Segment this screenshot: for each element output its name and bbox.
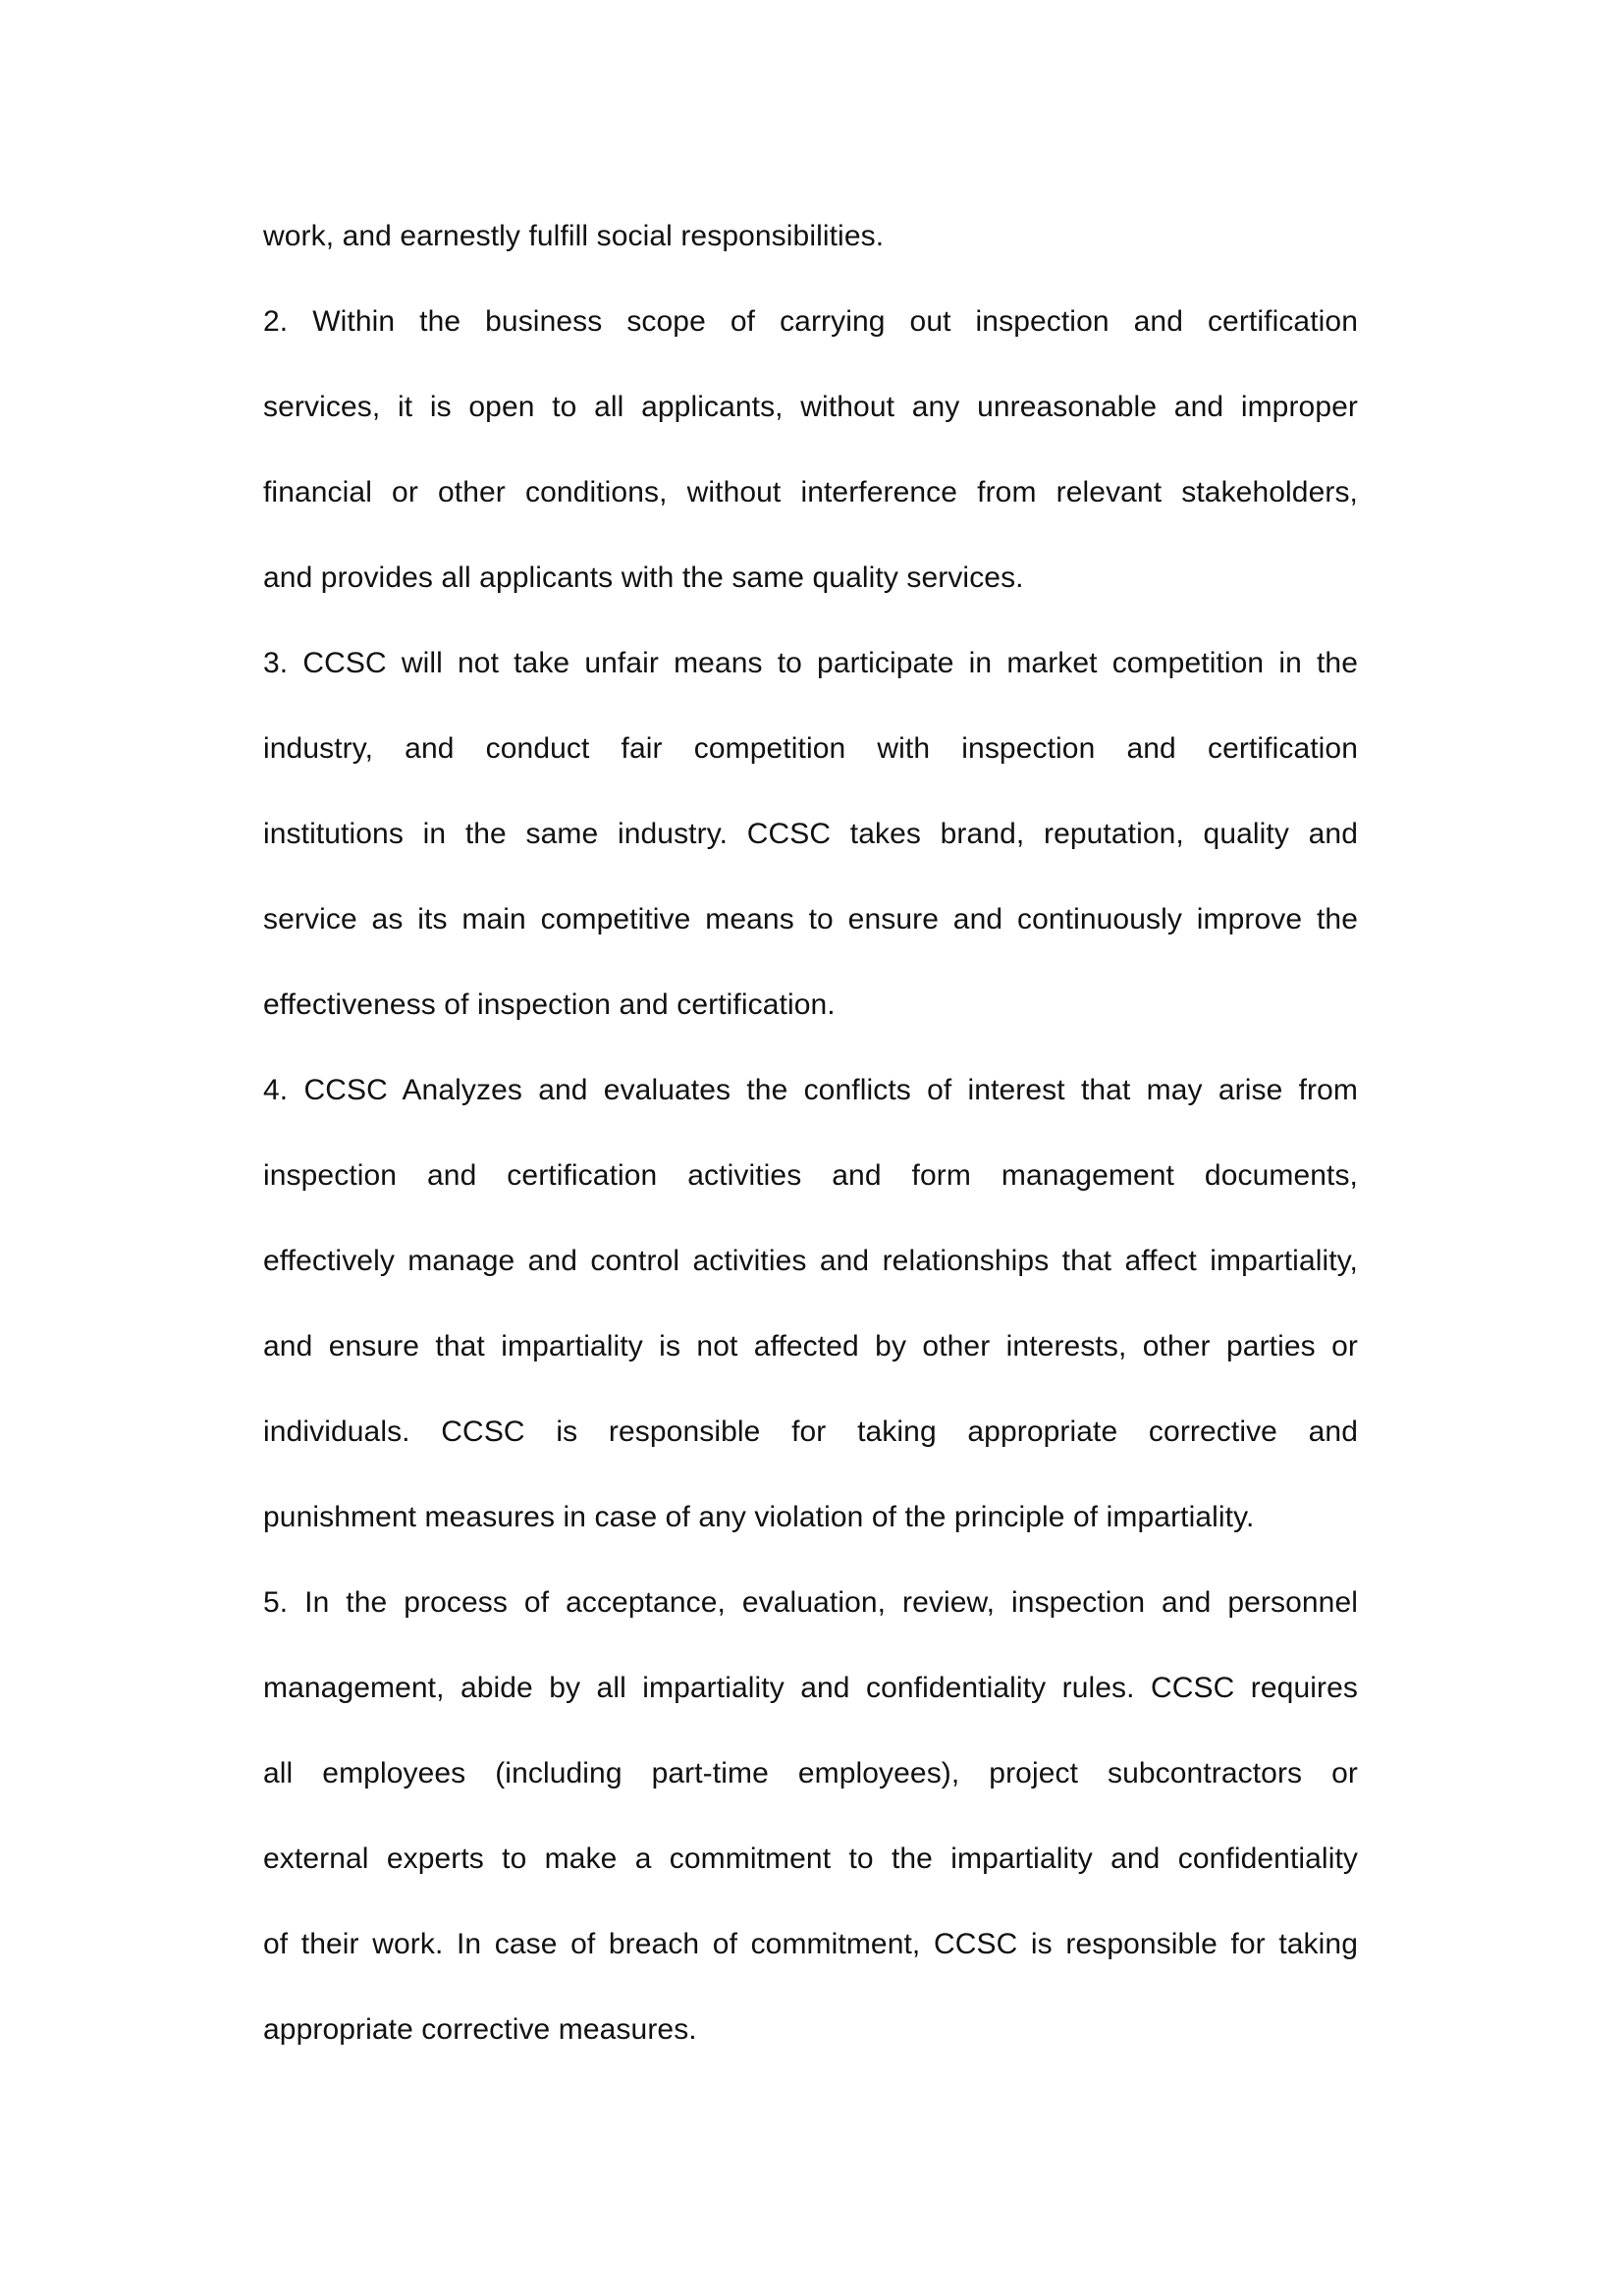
text-line: industry, and conduct fair competition with inspection and certification xyxy=(263,732,1358,765)
text-line: and provides all applicants with the same quality services. xyxy=(263,561,1024,594)
text-line: all employees (including part-time employees), project subcontractors or xyxy=(263,1757,1358,1789)
paragraph xyxy=(263,193,1358,279)
text-line: 5. In the process of acceptance, evaluation, review, inspection and personnel xyxy=(263,1586,1358,1619)
text-line: effectively manage and control activities and relationships that affect impartiality, xyxy=(263,1245,1358,1277)
text-line: 3. CCSC will not take unfair means to participate in market competition in the xyxy=(263,647,1358,679)
text-line: 2. Within the business scope of carrying out inspection and certification xyxy=(263,305,1358,338)
text-line: effectiveness of inspection and certification. xyxy=(263,988,836,1021)
text-line: external experts to make a commitment to the impartiality and confidentiality xyxy=(263,1842,1358,1875)
document-body xyxy=(263,193,1358,2072)
text-line: of their work. In case of breach of commitment, CCSC is responsible for taking xyxy=(263,1928,1358,1960)
paragraph xyxy=(263,279,1358,620)
text-line: service as its main competitive means to ensure and continuously improve the xyxy=(263,903,1358,935)
paragraph xyxy=(263,620,1358,1047)
text-line: management, abide by all impartiality and confidentiality rules. CCSC requires xyxy=(263,1672,1358,1704)
text-line: 4. CCSC Analyzes and evaluates the conflicts of interest that may arise from xyxy=(263,1074,1358,1106)
paragraph xyxy=(263,1047,1358,1560)
text-line: services, it is open to all applicants, without any unreasonable and improper xyxy=(263,391,1358,423)
text-line: punishment measures in case of any violation of the principle of impartiality. xyxy=(263,1501,1255,1533)
paragraph xyxy=(263,1560,1358,2072)
text-line: individuals. CCSC is responsible for taking appropriate corrective and xyxy=(263,1415,1358,1448)
text-line: institutions in the same industry. CCSC takes brand, reputation, quality and xyxy=(263,818,1358,850)
text-line: and ensure that impartiality is not affected by other interests, other parties or xyxy=(263,1330,1358,1362)
text-line: financial or other conditions, without interference from relevant stakeholders, xyxy=(263,476,1358,508)
text-line: inspection and certification activities and form management documents, xyxy=(263,1159,1358,1192)
text-line: work, and earnestly fulfill social responsibilities. xyxy=(263,220,885,252)
text-line: appropriate corrective measures. xyxy=(263,2013,697,2046)
